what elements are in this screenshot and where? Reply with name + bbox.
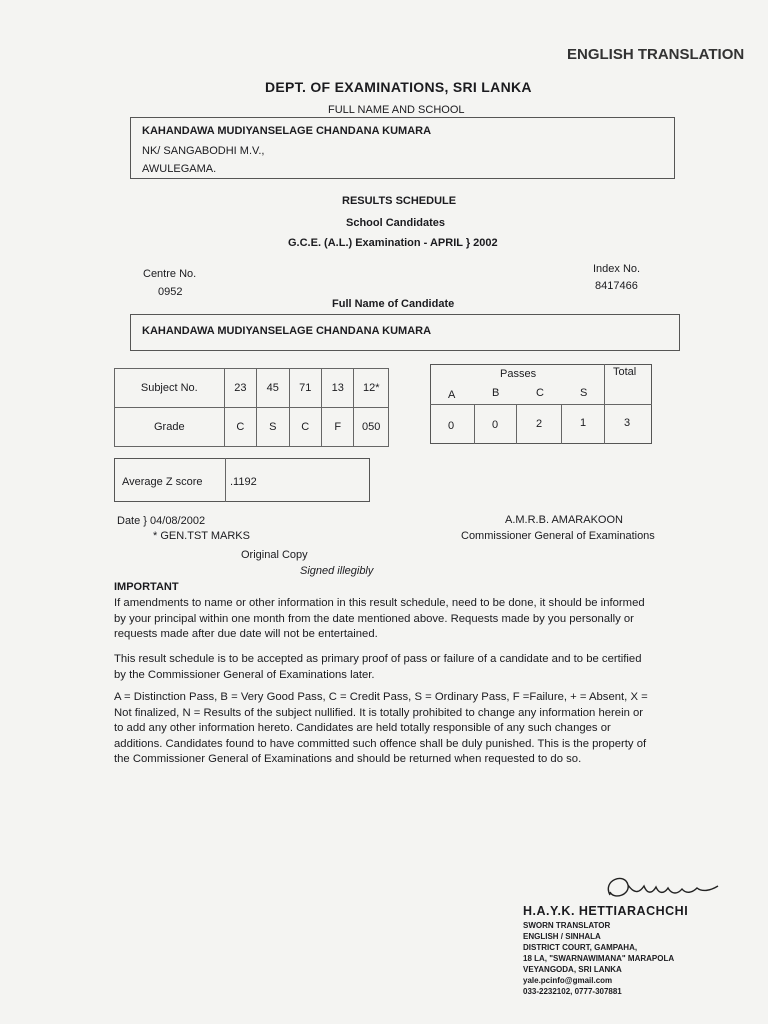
- original-copy: Original Copy: [241, 549, 308, 561]
- passes-vline: [561, 404, 562, 444]
- translator-line: yale.pcinfo@gmail.com: [523, 976, 613, 985]
- subject-cell: 45: [257, 369, 289, 408]
- grade-cell: S: [257, 408, 289, 447]
- candidate-name: KAHANDAWA MUDIYANSELAGE CHANDANA KUMARA: [142, 325, 432, 337]
- important-heading: IMPORTANT: [114, 581, 179, 593]
- translation-label: ENGLISH TRANSLATION: [567, 46, 745, 63]
- centre-value: 0952: [158, 286, 183, 298]
- grade-cell: C: [289, 408, 321, 447]
- subject-cell: 13: [322, 369, 354, 408]
- address-line-3: AWULEGAMA.: [142, 163, 217, 175]
- pass-header-b: B: [492, 387, 500, 399]
- pass-count-s: 1: [580, 417, 587, 429]
- important-para-2: This result schedule is to be accepted as primary proof of pass or failure of a candidate and to be certified by the Commissioner General of Examinations later.: [114, 653, 642, 681]
- passes-hline: [430, 404, 652, 405]
- total-label: Total: [613, 366, 637, 378]
- subject-cell: 23: [224, 369, 256, 408]
- pass-header-s: S: [580, 387, 588, 399]
- subject-cell: 12*: [354, 369, 389, 408]
- grade-cell: F: [322, 408, 354, 447]
- translator-line: VEYANGODA, SRI LANKA: [523, 965, 622, 974]
- pass-count-a: 0: [448, 420, 455, 432]
- translator-line: DISTRICT COURT, GAMPAHA,: [523, 943, 638, 952]
- subject-row: [115, 369, 389, 408]
- centre-label: Centre No.: [143, 268, 197, 280]
- exam-title: G.C.E. (A.L.) Examination - APRIL } 2002: [288, 237, 498, 249]
- address-line-1: KAHANDAWA MUDIYANSELAGE CHANDANA KUMARA: [142, 125, 432, 137]
- pass-count-c: 2: [536, 418, 543, 430]
- translator-signature-icon: [600, 870, 725, 908]
- passes-vline: [474, 404, 475, 444]
- important-para-3: A = Distinction Pass, B = Very Good Pass, C = Credit Pass, S = Ordinary Pass, F =Failure, + = Absent, X = Not finalized, N = Results of the subject nullified. It is totally prohibited to change any information herein or to add any other information hereto. Candidates are held totally responsible of any such changes or additions. Candidates found to have committed such offence shall be duly punished. This is the property of the Commissioner General of Examinations and should be returned when requested to do so.: [114, 691, 648, 765]
- schedule-subtitle: School Candidates: [346, 217, 446, 229]
- candidate-label: Full Name of Candidate: [332, 298, 455, 310]
- index-label: Index No.: [593, 263, 641, 275]
- pass-header-c: C: [536, 387, 544, 399]
- passes-label: Passes: [500, 368, 537, 380]
- index-value: 8417466: [595, 280, 638, 292]
- commissioner-name: A.M.R.B. AMARAKOON: [505, 514, 623, 526]
- translator-line: ENGLISH / SINHALA: [523, 932, 601, 941]
- translator-line: 18 LA, "SWARNAWIMANA" MARAPOLA: [523, 954, 675, 963]
- translator-line: SWORN TRANSLATOR: [523, 921, 611, 930]
- passes-vline: [516, 404, 517, 444]
- pass-total: 3: [624, 417, 631, 429]
- zscore-label: Average Z score: [122, 476, 203, 488]
- important-para-1: If amendments to name or other information in this result schedule, need to be done, it should be informed by your principal within one month from the date mentioned above. Requests made by you personally or requests made after due date will not be entertained.: [114, 597, 645, 640]
- zscore-value: .1192: [230, 476, 257, 488]
- issue-date: Date } 04/08/2002: [117, 515, 206, 527]
- grade-label: Grade: [115, 408, 225, 447]
- translator-name: H.A.Y.K. HETTIARACHCHI: [523, 904, 689, 918]
- results-table: [114, 368, 389, 447]
- grade-cell: C: [224, 408, 256, 447]
- pass-count-b: 0: [492, 419, 499, 431]
- subject-label: Subject No.: [115, 369, 225, 408]
- pass-header-a: A: [448, 389, 456, 401]
- address-line-2: NK/ SANGABODHI M.V.,: [142, 145, 265, 157]
- gen-test-note: * GEN.TST MARKS: [153, 530, 250, 542]
- full-name-school-label: FULL NAME AND SCHOOL: [328, 104, 465, 116]
- grade-cell: 050: [354, 408, 389, 447]
- schedule-title: RESULTS SCHEDULE: [342, 195, 457, 207]
- translator-line: 033-2232102, 0777-307881: [523, 987, 622, 996]
- signed-illegibly: Signed illegibly: [300, 565, 374, 577]
- commissioner-title: Commissioner General of Examinations: [461, 530, 655, 542]
- grade-row: [115, 408, 389, 447]
- zscore-divider: [225, 458, 226, 502]
- subject-cell: 71: [289, 369, 321, 408]
- department-title: DEPT. OF EXAMINATIONS, SRI LANKA: [265, 79, 532, 95]
